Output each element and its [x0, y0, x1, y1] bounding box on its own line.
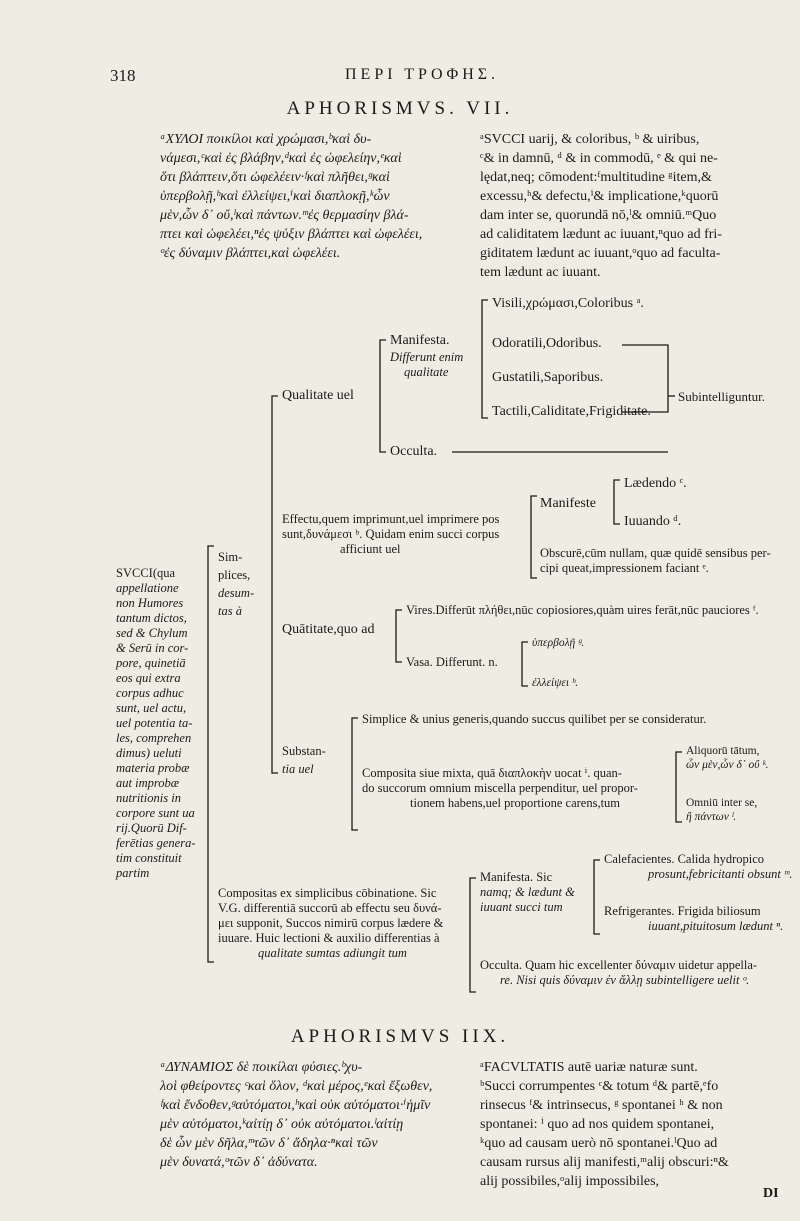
- root-line: materia probæ: [116, 761, 190, 775]
- aphorism-7-title: APHORISMVS. VII.: [286, 98, 514, 119]
- effectu-line: Effectu,quem imprimunt,uel imprimere pos: [282, 512, 500, 526]
- compositas-line: Compositas ex simplicibus cōbinatione. Sic: [218, 886, 437, 900]
- latin-line: ᶜ& in damnū, ᵈ & in commodū, ᵉ & qui ne-: [480, 151, 718, 166]
- root-line: uel potentia ta-: [116, 716, 193, 730]
- occulta2-line: re. Nisi quis δύναμιν ἐν ἄλλῃ subintelligere uelit ᵒ.: [500, 973, 750, 987]
- bracket-substantia: [352, 718, 358, 830]
- latin-line: giditatem lædunt ac iuuant,ᵒquo ad faculta-: [480, 246, 721, 261]
- aliquorum-line: ὧν μὲν,ὧν δ᾽ οὔ ᵏ.: [686, 759, 769, 771]
- qualitate-label: Qualitate uel: [282, 388, 354, 403]
- root-line: tim constituit: [116, 851, 182, 865]
- obscure-line: Obscurē,cūm nullam, quæ quidē sensibus per-: [540, 546, 771, 560]
- bracket-effectu: [531, 496, 537, 578]
- greek-line: δὲ ὧν μὲν δῆλα,ᵐτῶν δ᾽ ἄδηλα·ⁿκαὶ τῶν: [160, 1136, 378, 1151]
- root-line: corpore sunt ua: [116, 806, 195, 820]
- greek-line: ᵃΔΥΝΑΜΙΟΣ δὲ ποικίλαι φύσιες.ᵇχυ-: [160, 1060, 363, 1075]
- occulta2-label: [480, 958, 796, 988]
- compositas-label: [218, 886, 466, 961]
- differunt-line: qualitate: [404, 365, 449, 379]
- composita-line: Composita siue mixta, quā διαπλοκὴν uocat ⁱ. quan-: [362, 766, 622, 780]
- page-number: 318: [110, 66, 136, 85]
- root-line: rij.Quorū Dif-: [116, 821, 187, 835]
- latin-line: rinsecus ᶠ& intrinsecus, ᵍ spontanei ʰ & non: [480, 1098, 723, 1113]
- simplices-line: desum-: [218, 586, 255, 600]
- latin-line: dam inter se, quorundā nō,ˡ& omniū.ᵐQuo: [480, 208, 717, 223]
- manifeste-label: Manifeste: [540, 496, 596, 511]
- catchword: DI: [763, 1186, 779, 1201]
- root-line: partim: [116, 866, 150, 880]
- visili-label: Visili,χρώμασι,Coloribus ᵃ.: [492, 296, 644, 311]
- latin-line: spontanei: ⁱ quo ad nos quidem spontanei,: [480, 1117, 715, 1132]
- root-line: ferētias genera-: [116, 836, 196, 850]
- latin-line: ᵃSVCCI uarij, & coloribus, ᵇ & uiribus,: [480, 132, 700, 147]
- aliquorum-line: Aliquorū tātum,: [686, 745, 760, 757]
- greek-line: ὅτι βλάπτειν,ὅτι ὠφελέειν·ᶠκαὶ πλῆθει,ᵍκαὶ: [160, 170, 390, 185]
- differunt-label: [390, 350, 463, 380]
- laedendo-label: Lædendo ᶜ.: [624, 476, 687, 491]
- root-line: dimus) ueluti: [116, 746, 182, 760]
- running-title: ΠΕΡΙ ΤΡΟΦΗΣ.: [345, 66, 500, 83]
- bracket-simplices: [208, 546, 214, 962]
- manifesta2-line: Manifesta. Sic: [480, 870, 553, 884]
- calefacientes-label: [604, 852, 796, 882]
- composita-line: tionem habens,uel proportione carens,tum: [410, 796, 621, 810]
- hyperbole-label: ὑπερβολῇ ᵍ.: [532, 637, 585, 649]
- effectu-label: [282, 512, 530, 557]
- latin-line: ᵏquo ad causam uerò nō spontanei.ˡQuo ad: [480, 1136, 718, 1151]
- greek-line: νάμεσι,ᶜκαὶ ἐς βλάβην,ᵈκαὶ ἐς ὠφελείην,ᵉκαὶ: [160, 151, 402, 166]
- root-line: les, comprehen: [116, 731, 192, 745]
- compositas-line: iuuare. Huic lectioni & auxilio differentias à: [218, 931, 440, 945]
- greek-line: πτει καὶ ὠφελέει,ⁿἐς ψύξιν βλάπτει καὶ ὠφελέει,: [160, 227, 423, 242]
- substantia-label: [282, 742, 326, 778]
- manifesta2-line: namq; & lædunt &: [480, 885, 575, 899]
- manifesta2-label: [480, 870, 594, 915]
- bracket-manifesta2: [594, 860, 600, 934]
- greek-line: ὑπερβολῇ,ʰκαὶ ἐλλείψει,ⁱκαὶ διαπλοκῇ,ᵏὧν: [160, 189, 390, 204]
- refrigerantes-line: iuuant,pituitosum lædunt ⁿ.: [648, 919, 784, 933]
- simplice-label: Simplice & unius generis,quando succus quilibet per se consideratur.: [362, 712, 707, 726]
- manifesta-label: Manifesta.: [390, 333, 450, 348]
- bracket-composita: [676, 752, 682, 822]
- root-line: nutritionis in: [116, 791, 181, 805]
- effectu-line: afficiunt uel: [340, 542, 401, 556]
- iuuando-label: Iuuando ᵈ.: [624, 514, 682, 529]
- omnium-line: ἢ πάντων ˡ.: [686, 811, 737, 823]
- root-line: sunt, uel actu,: [116, 701, 187, 715]
- subintelliguntur-label: Subintelliguntur.: [678, 389, 766, 404]
- compositas-line: μει supponit, Succos nimirū corpus lædere &: [218, 916, 444, 930]
- root-line: & Serū in cor-: [116, 641, 189, 655]
- composita-label: [362, 766, 674, 811]
- aliquorum-label: [686, 744, 796, 772]
- greek-line: ᵒἐς δύναμιν βλάπτει,καὶ ὠφελέει.: [160, 246, 341, 261]
- greek-line: λοὶ φθείροντες ᶜκαὶ ὅλον, ᵈκαὶ μέρος,ᵉκαὶ ἔξωθεν,: [160, 1079, 433, 1094]
- root-succi: [116, 566, 208, 881]
- greek-line: μὲν,ὧν δ᾽ οὔ,ˡκαὶ πάντων.ᵐἐς θερμασίην βλά-: [160, 208, 409, 223]
- obscure-label: [540, 546, 790, 576]
- bracket-quantitate: [396, 610, 402, 662]
- refrigerantes-line: Refrigerantes. Frigida biliosum: [604, 904, 761, 918]
- omnium-line: Omniū inter se,: [686, 797, 758, 809]
- omnium-label: [686, 796, 796, 824]
- composita-line: do succorum omnium miscella perpenditur, uel propor-: [362, 781, 638, 795]
- bracket-main: [272, 396, 278, 773]
- odoratili-label: Odoratili,Odoribus.: [492, 336, 602, 351]
- simplices-line: Sim-: [218, 550, 243, 564]
- latin-line: ᵃFACVLTATIS autē uariæ naturæ sunt.: [480, 1060, 698, 1075]
- simplices-line: plices,: [218, 568, 251, 582]
- vasa-label: Vasa. Differunt. n.: [406, 655, 498, 669]
- simplices-label: [218, 548, 270, 620]
- aphorism-8-greek: [160, 1058, 475, 1172]
- latin-line: excessu,ʰ& defectu,ⁱ& implicatione,ᵏquorū: [480, 189, 719, 204]
- vires-label: Vires.Differūt πλήθει,nūc copiosiores,quàm uires ferāt,nūc pauciores ᶠ.: [406, 603, 759, 617]
- tactili-label: Tactili,Caliditate,Frigiditate.: [492, 404, 651, 419]
- latin-line: tem lædunt ac iuuant.: [480, 265, 601, 280]
- greek-line: ᵃΧΥΛΟΙ ποικίλοι καὶ χρώμασι,ᵇκαὶ δυ-: [160, 132, 372, 147]
- root-line: pore, quinetiā: [116, 656, 186, 670]
- greek-line: ᶠκαὶ ἔνδοθεν,ᵍαὐτόματοι,ʰκαὶ οὐκ αὐτόματοι·ⁱἡμῖν: [160, 1098, 431, 1113]
- latin-line: lędat,neq; cōmodent:ᶠmultitudine ᵍitem,&: [480, 170, 712, 185]
- differunt-line: Differunt enim: [390, 350, 464, 364]
- elleipsei-label: ἐλλείψει ʰ.: [532, 677, 579, 689]
- compositas-line: qualitate sumtas adiungit tum: [258, 946, 407, 960]
- manifesta2-line: iuuant succi tum: [480, 900, 563, 914]
- root-line: aut improbæ: [116, 776, 180, 790]
- bracket-compositas: [470, 878, 476, 992]
- occulta-label: Occulta.: [390, 444, 438, 459]
- occulta2-line: Occulta. Quam hic excellenter δύναμιν uidetur appella-: [480, 958, 758, 972]
- calefacientes-line: prosunt,febricitanti obsunt ᵐ.: [648, 867, 793, 881]
- root-line: eos qui extra: [116, 671, 181, 685]
- bracket-qualitate: [380, 340, 386, 452]
- root-line: sed & Chylum: [116, 626, 188, 640]
- root-line: SVCCI(qua: [116, 566, 176, 580]
- gustatili-label: Gustatili,Saporibus.: [492, 370, 604, 385]
- latin-line: ad caliditatem lædunt ac iuuant,ⁿquo ad fri-: [480, 227, 722, 242]
- greek-line: μὲν δυνατά,ᵒτῶν δ᾽ ἀδύνατα.: [160, 1155, 318, 1170]
- calefacientes-line: Calefacientes. Calida hydropico: [604, 852, 765, 866]
- latin-line: causam rursus alij manifesti,ᵐalij obscuri:ⁿ&: [480, 1155, 729, 1170]
- compositas-line: V.G. differentiā succorū ab effectu seu δυνά-: [218, 901, 442, 915]
- greek-line: μὲν αὐτόματοι,ᵏαἰτίῃ δ᾽ οὐκ αὐτόματοι.ˡαἰτίῃ: [160, 1117, 404, 1132]
- latin-line: alij possibiles,ᵒalij impossibiles,: [480, 1174, 660, 1189]
- simplices-line: tas à: [218, 604, 242, 618]
- bracket-senses: [482, 300, 488, 418]
- refrigerantes-label: [604, 904, 796, 934]
- effectu-line: sunt,δυνάμεσι ᵇ. Quidam enim succi corpus: [282, 527, 500, 541]
- bracket-vasa: [522, 642, 528, 686]
- aphorism-8-latin: [480, 1058, 775, 1191]
- substantia-line: tia uel: [282, 762, 314, 776]
- root-line: corpus adhuc: [116, 686, 184, 700]
- latin-line: ᵇSucci corrumpentes ᶜ& totum ᵈ& partē,ᵉfo: [480, 1079, 719, 1094]
- aphorism-8-title: APHORISMVS IIX.: [290, 1026, 510, 1047]
- substantia-line: Substan-: [282, 744, 326, 758]
- root-line: tantum dictos,: [116, 611, 187, 625]
- bracket-manifeste: [614, 480, 620, 524]
- quantitate-label: Quātitate,quo ad: [282, 622, 375, 637]
- obscure-line: cipi queat,impressionem faciant ᵉ.: [540, 561, 709, 575]
- root-line: appellatione: [116, 581, 179, 595]
- root-line: non Humores: [116, 596, 184, 610]
